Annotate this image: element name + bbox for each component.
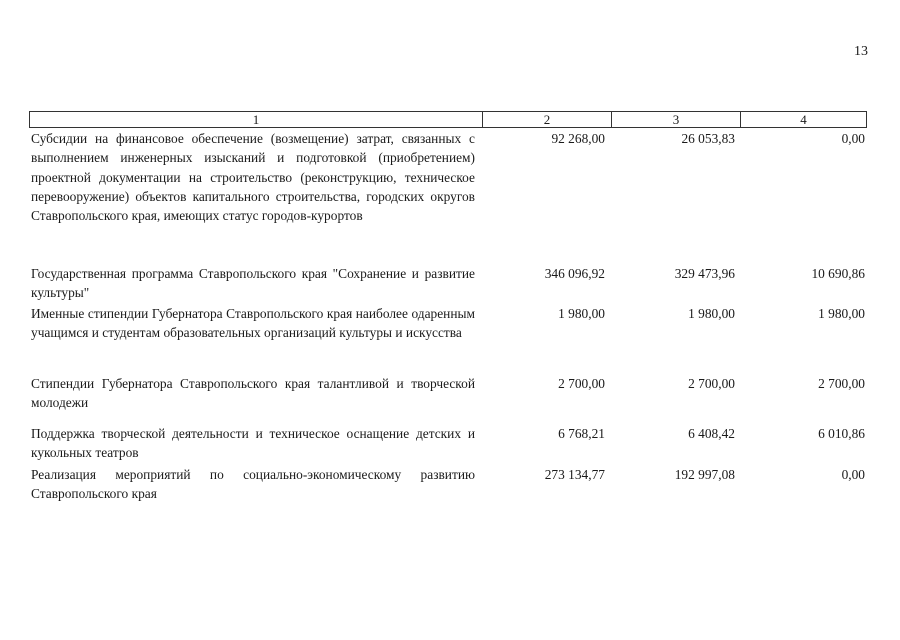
row-value-col-3: 2 700,00 — [688, 376, 735, 391]
table-row — [29, 465, 867, 504]
table-row — [29, 129, 867, 225]
row-value-col-3: 6 408,42 — [688, 426, 735, 441]
header-col-3: 3 — [611, 112, 740, 127]
row-value-col-4: 0,00 — [841, 467, 865, 482]
row-value-col-4: 1 980,00 — [818, 306, 865, 321]
row-description: Субсидии на финансовое обеспечение (возмещение) затрат, связанных с выполнением инженерных изысканий и подготовкой (приобретением) проектной документации на строительство (реконструкцию, техническое перевооружение) объектов капитального строительства, городских округов Ставропольского края, имеющих статус городов-курортов — [31, 131, 475, 224]
row-value-col-3: 1 980,00 — [688, 306, 735, 321]
row-value-col-2: 346 096,92 — [544, 266, 605, 281]
row-value-col-2: 273 134,77 — [544, 467, 605, 482]
row-value-col-2: 1 980,00 — [558, 306, 605, 321]
row-value-col-4: 10 690,86 — [811, 266, 865, 281]
row-value-col-4: 2 700,00 — [818, 376, 865, 391]
row-description: Именные стипендии Губернатора Ставропольского края наиболее одаренным учащимся и студентам образовательных организаций культуры и искусства — [31, 306, 475, 341]
row-description: Реализация мероприятий по социально-экономическому развитию Ставропольского края — [31, 467, 475, 502]
row-value-col-4: 0,00 — [841, 131, 865, 146]
row-value-col-3: 26 053,83 — [681, 131, 735, 146]
table-row — [29, 264, 867, 303]
row-value-col-4: 6 010,86 — [818, 426, 865, 441]
header-col-4: 4 — [740, 112, 866, 127]
row-value-col-2: 92 268,00 — [551, 131, 605, 146]
row-description: Государственная программа Ставропольского края "Сохранение и развитие культуры" — [31, 266, 475, 301]
table-row — [29, 424, 867, 463]
row-value-col-2: 6 768,21 — [558, 426, 605, 441]
page-number: 13 — [854, 44, 868, 59]
header-col-2: 2 — [482, 112, 611, 127]
table-row — [29, 304, 867, 343]
table-header-row — [29, 111, 867, 128]
row-description: Поддержка творческой деятельности и техническое оснащение детских и кукольных театров — [31, 426, 475, 461]
budget-table — [29, 111, 867, 502]
row-value-col-3: 329 473,96 — [674, 266, 735, 281]
row-description: Стипендии Губернатора Ставропольского края талантливой и творческой молодежи — [31, 376, 475, 411]
table-row — [29, 374, 867, 413]
row-value-col-2: 2 700,00 — [558, 376, 605, 391]
header-col-1: 1 — [252, 112, 260, 127]
row-value-col-3: 192 997,08 — [674, 467, 735, 482]
